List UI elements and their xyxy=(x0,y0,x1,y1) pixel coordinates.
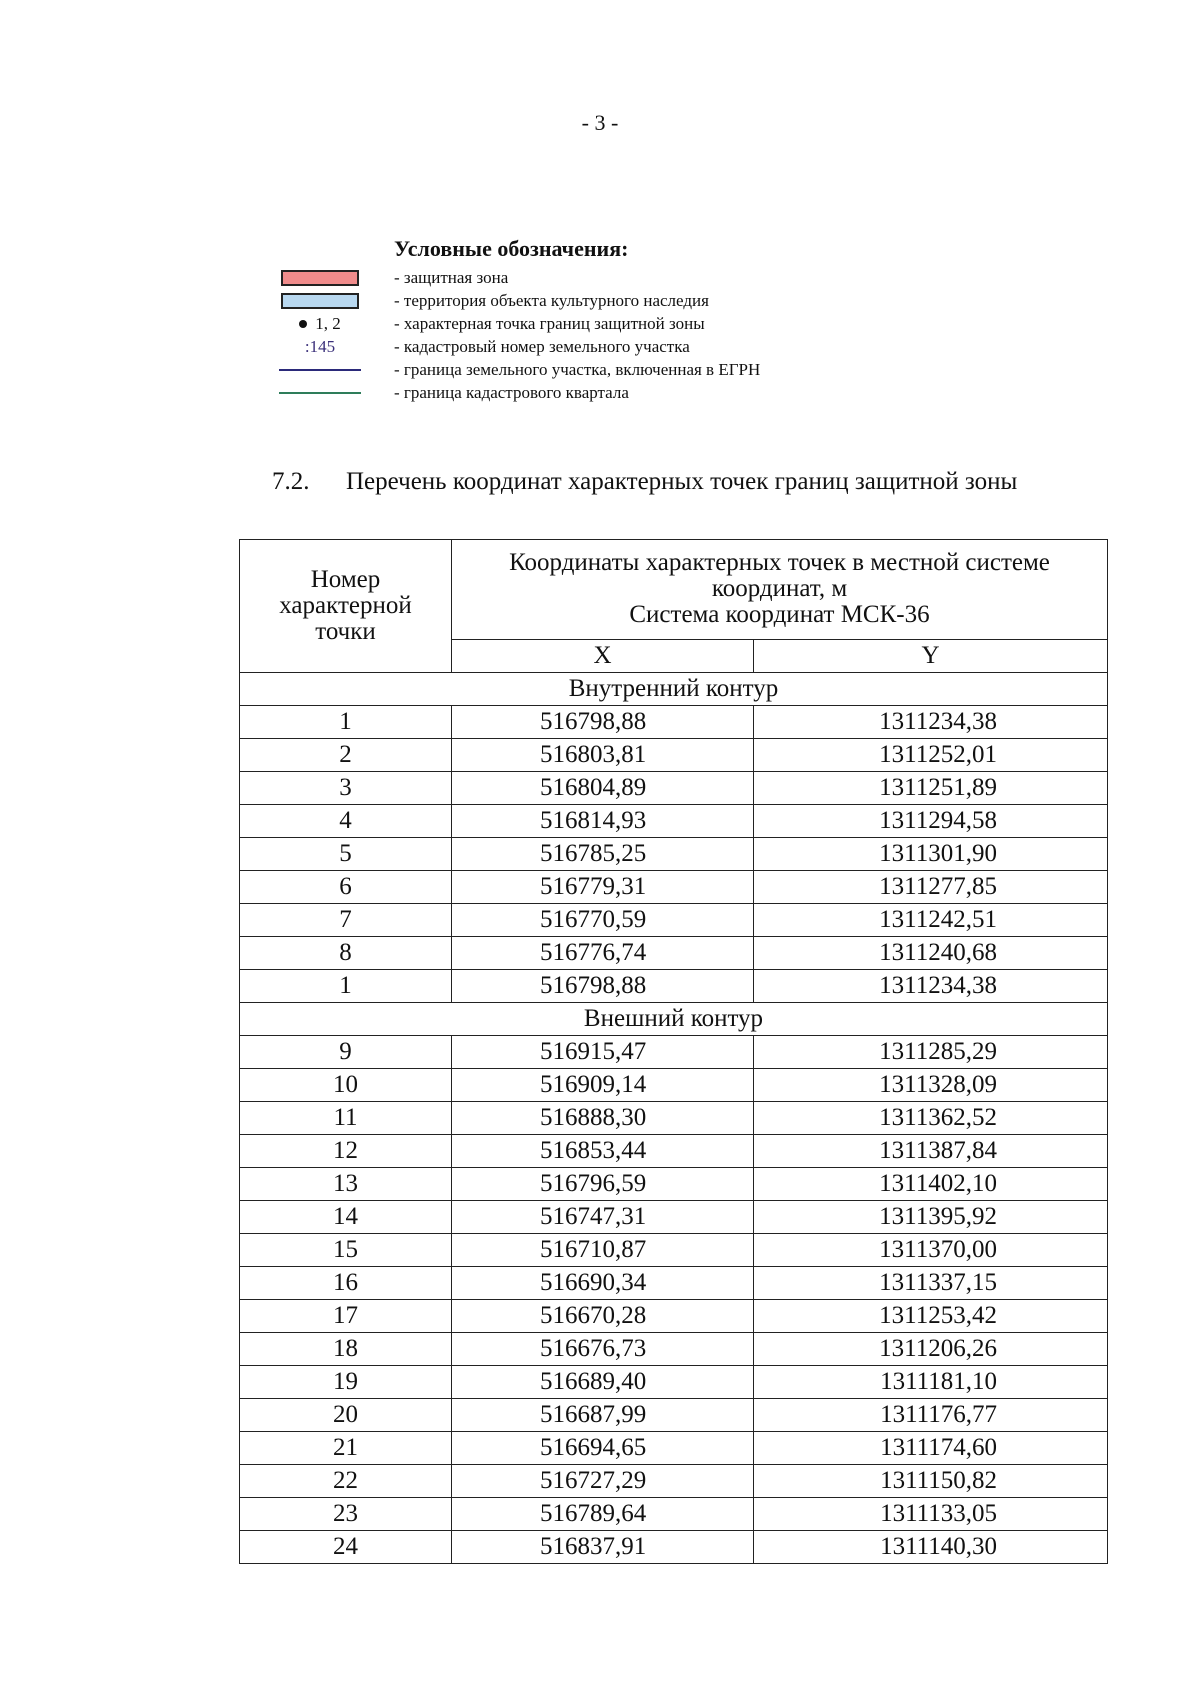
point-number-cell: 1 xyxy=(240,970,452,1003)
y-cell: 1311277,85 xyxy=(754,871,1108,904)
legend xyxy=(270,232,910,404)
point-number-cell: 2 xyxy=(240,739,452,772)
y-cell: 1311387,84 xyxy=(754,1135,1108,1168)
point-number-cell: 17 xyxy=(240,1300,452,1333)
point-number-cell: 7 xyxy=(240,904,452,937)
table-row xyxy=(240,1168,1108,1201)
point-marker xyxy=(299,314,341,334)
page-number: - 3 - xyxy=(581,110,619,135)
header-coordinates xyxy=(452,540,1108,640)
header-y: Y xyxy=(754,639,1108,672)
x-cell: 516670,28 xyxy=(452,1300,754,1333)
table-row xyxy=(240,904,1108,937)
cadastral-number-sample: :145 xyxy=(304,336,336,356)
table-row xyxy=(240,1366,1108,1399)
table-row xyxy=(240,970,1108,1003)
table-body xyxy=(240,673,1108,1564)
coordinates-table xyxy=(239,539,1108,1564)
table-row xyxy=(240,1102,1108,1135)
header-point-line: характерной xyxy=(279,592,412,619)
y-cell: 1311176,77 xyxy=(754,1399,1108,1432)
protection-zone-swatch xyxy=(281,270,359,286)
y-cell: 1311301,90 xyxy=(754,838,1108,871)
table-row xyxy=(240,838,1108,871)
legend-item-quarter-boundary xyxy=(270,381,910,404)
point-marker-label: 1, 2 xyxy=(315,313,341,333)
x-cell: 516776,74 xyxy=(452,937,754,970)
y-cell: 1311140,30 xyxy=(754,1531,1108,1564)
y-cell: 1311362,52 xyxy=(754,1102,1108,1135)
point-number-cell: 23 xyxy=(240,1498,452,1531)
legend-item-text: - граница кадастрового квартала xyxy=(394,382,629,402)
x-cell: 516689,40 xyxy=(452,1366,754,1399)
header-point-line: точки xyxy=(315,618,376,645)
y-cell: 1311234,38 xyxy=(754,970,1108,1003)
x-cell: 516747,31 xyxy=(452,1201,754,1234)
table-row xyxy=(240,1465,1108,1498)
x-cell: 516798,88 xyxy=(452,970,754,1003)
point-number-cell: 21 xyxy=(240,1432,452,1465)
x-cell: 516803,81 xyxy=(452,739,754,772)
section-number: 7.2. xyxy=(272,468,310,495)
x-cell: 516676,73 xyxy=(452,1333,754,1366)
x-cell: 516915,47 xyxy=(452,1036,754,1069)
table-row xyxy=(240,1333,1108,1366)
y-cell: 1311402,10 xyxy=(754,1168,1108,1201)
header-point-number xyxy=(240,540,452,673)
y-cell: 1311328,09 xyxy=(754,1069,1108,1102)
table-row xyxy=(240,1069,1108,1102)
legend-item-text: - защитная зона xyxy=(394,267,509,287)
point-number-cell: 4 xyxy=(240,805,452,838)
table-row xyxy=(240,871,1108,904)
header-point-line: Номер xyxy=(310,566,381,593)
parcel-boundary-line xyxy=(279,369,361,371)
table-row xyxy=(240,1300,1108,1333)
point-number-cell: 10 xyxy=(240,1069,452,1102)
table-row xyxy=(240,1399,1108,1432)
x-cell: 516837,91 xyxy=(452,1531,754,1564)
point-number-cell: 24 xyxy=(240,1531,452,1564)
legend-item-heritage-territory xyxy=(270,289,910,312)
point-number-cell: 16 xyxy=(240,1267,452,1300)
point-number-cell: 9 xyxy=(240,1036,452,1069)
table-row xyxy=(240,772,1108,805)
point-number-cell: 15 xyxy=(240,1234,452,1267)
x-cell: 516727,29 xyxy=(452,1465,754,1498)
dot-icon xyxy=(299,320,307,328)
header-coords-line: Система координат МСК-36 xyxy=(629,601,930,629)
legend-item-cadastral-number xyxy=(270,335,910,358)
section-heading xyxy=(272,468,1017,496)
legend-item-parcel-boundary xyxy=(270,358,910,381)
x-cell: 516798,88 xyxy=(452,706,754,739)
y-cell: 1311234,38 xyxy=(754,706,1108,739)
point-number-cell: 1 xyxy=(240,706,452,739)
x-cell: 516909,14 xyxy=(452,1069,754,1102)
legend-item-text: - территория объекта культурного наследия xyxy=(394,290,709,310)
y-cell: 1311206,26 xyxy=(754,1333,1108,1366)
table-row xyxy=(240,1201,1108,1234)
heritage-territory-swatch xyxy=(281,293,359,309)
point-number-cell: 12 xyxy=(240,1135,452,1168)
table-row xyxy=(240,1432,1108,1465)
x-cell: 516804,89 xyxy=(452,772,754,805)
table-row xyxy=(240,805,1108,838)
point-number-cell: 20 xyxy=(240,1399,452,1432)
x-cell: 516785,25 xyxy=(452,838,754,871)
y-cell: 1311337,15 xyxy=(754,1267,1108,1300)
x-cell: 516694,65 xyxy=(452,1432,754,1465)
x-cell: 516814,93 xyxy=(452,805,754,838)
point-number-cell: 11 xyxy=(240,1102,452,1135)
table-row xyxy=(240,1135,1108,1168)
point-number-cell: 13 xyxy=(240,1168,452,1201)
x-cell: 516796,59 xyxy=(452,1168,754,1201)
y-cell: 1311252,01 xyxy=(754,739,1108,772)
y-cell: 1311150,82 xyxy=(754,1465,1108,1498)
table-row xyxy=(240,937,1108,970)
quarter-boundary-line xyxy=(279,392,361,394)
x-cell: 516770,59 xyxy=(452,904,754,937)
header-x: X xyxy=(452,639,754,672)
y-cell: 1311251,89 xyxy=(754,772,1108,805)
table-row xyxy=(240,1036,1108,1069)
legend-item-protection-zone xyxy=(270,266,910,289)
y-cell: 1311285,29 xyxy=(754,1036,1108,1069)
point-number-cell: 19 xyxy=(240,1366,452,1399)
x-cell: 516779,31 xyxy=(452,871,754,904)
point-number-cell: 18 xyxy=(240,1333,452,1366)
y-cell: 1311253,42 xyxy=(754,1300,1108,1333)
x-cell: 516710,87 xyxy=(452,1234,754,1267)
y-cell: 1311370,00 xyxy=(754,1234,1108,1267)
header-coords-line: координат, м xyxy=(711,575,848,603)
y-cell: 1311395,92 xyxy=(754,1201,1108,1234)
table-row xyxy=(240,1234,1108,1267)
y-cell: 1311240,68 xyxy=(754,937,1108,970)
x-cell: 516687,99 xyxy=(452,1399,754,1432)
point-number-cell: 22 xyxy=(240,1465,452,1498)
x-cell: 516853,44 xyxy=(452,1135,754,1168)
table-row xyxy=(240,1267,1108,1300)
group-title: Внешний контур xyxy=(240,1003,1108,1036)
legend-title: Условные обозначения: xyxy=(394,236,629,261)
point-number-cell: 6 xyxy=(240,871,452,904)
table-row xyxy=(240,739,1108,772)
table-row xyxy=(240,1498,1108,1531)
point-number-cell: 5 xyxy=(240,838,452,871)
group-header-row xyxy=(240,1003,1108,1036)
x-cell: 516888,30 xyxy=(452,1102,754,1135)
x-cell: 516690,34 xyxy=(452,1267,754,1300)
legend-item-text: - характерная точка границ защитной зоны xyxy=(394,313,705,333)
x-cell: 516789,64 xyxy=(452,1498,754,1531)
y-cell: 1311242,51 xyxy=(754,904,1108,937)
y-cell: 1311133,05 xyxy=(754,1498,1108,1531)
point-number-cell: 8 xyxy=(240,937,452,970)
point-number-cell: 14 xyxy=(240,1201,452,1234)
y-cell: 1311174,60 xyxy=(754,1432,1108,1465)
section-title: Перечень координат характерных точек границ защитной зоны xyxy=(346,468,1018,495)
table-row xyxy=(240,1531,1108,1564)
y-cell: 1311181,10 xyxy=(754,1366,1108,1399)
legend-item-text: - граница земельного участка, включенная в ЕГРН xyxy=(394,359,761,379)
group-header-row xyxy=(240,673,1108,706)
legend-item-text: - кадастровый номер земельного участка xyxy=(394,336,690,356)
table-row xyxy=(240,706,1108,739)
header-coords-line: Координаты характерных точек в местной системе xyxy=(509,549,1050,577)
group-title: Внутренний контур xyxy=(240,673,1108,706)
point-number-cell: 3 xyxy=(240,772,452,805)
legend-item-characteristic-point xyxy=(270,312,910,335)
y-cell: 1311294,58 xyxy=(754,805,1108,838)
